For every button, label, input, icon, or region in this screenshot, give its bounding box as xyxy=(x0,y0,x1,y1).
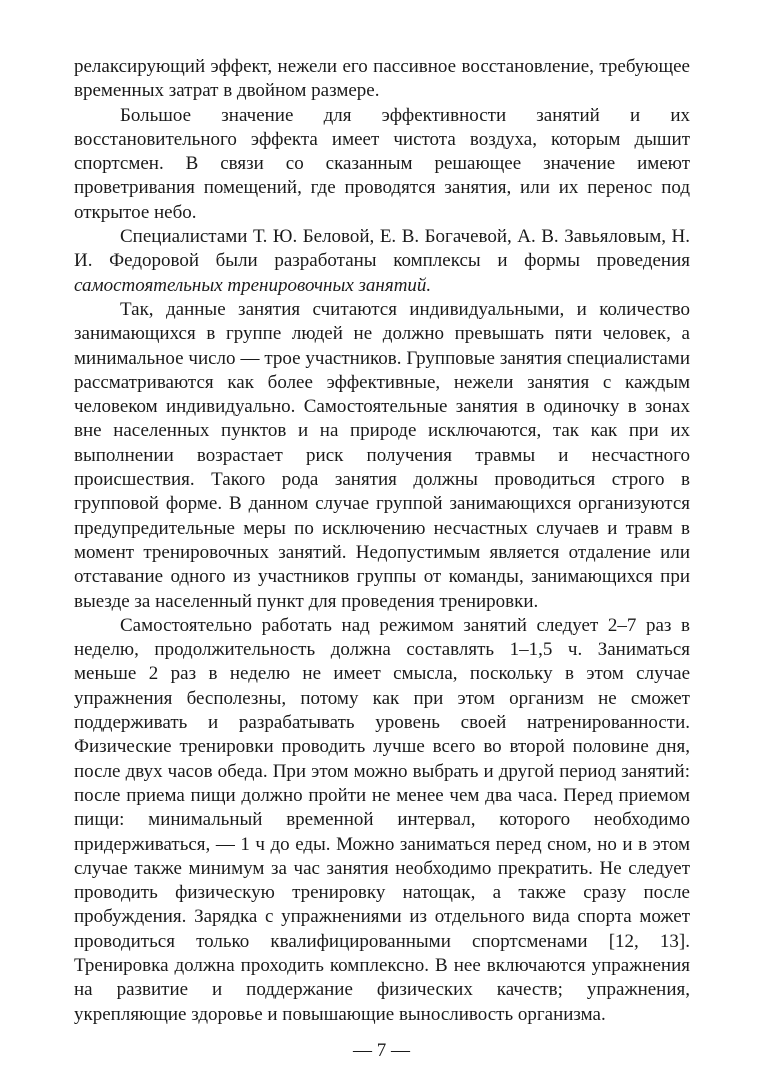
paragraph-5: Самостоятельно работать над режимом занятий следует 2–7 раз в неделю, продолжительность должна составлять 1–1,5 ч. Заниматься меньше 2 раз в неделю не имеет смысла, поскольку в этом случае упражнения бесполезны, потому как при этом организм не сможет поддерживать и разрабатывать уровень своей натренированности. Физические тренировки проводить лучше всего во второй половине дня, после двух часов обеда. При этом можно выбрать и другой период занятий: после приема пищи должно пройти не менее чем два часа. Перед приемом пищи: минимальный временной интервал, которого необходимо придерживаться, — 1 ч до еды. Можно заниматься перед сном, но и в этом случае также минимум за час занятия необходимо прекратить. Не следует проводить физическую тренировку натощак, а также сразу после пробуждения. Зарядка с упражнениями из отдельного вида спорта может проводиться только квалифицированными спортсменами [12, 13]. Тренировка должна проходить комплексно. В нее включаются упражнения на развитие и поддержание физических качеств; упражнения, укрепляющие здоровье и повышающие выносливость организма. xyxy=(74,614,690,1025)
paragraph-1: релаксирующий эффект, нежели его пассивное восстановление, требующее временных затрат в двойном размере. xyxy=(74,56,690,102)
page-number: — 7 — xyxy=(353,1040,410,1061)
paragraph-3-text: Специалистами Т. Ю. Беловой, Е. В. Богачевой, А. В. Завьяловым, Н. И. Федоровой были разработаны комплексы и формы проведения xyxy=(74,226,690,272)
document-page xyxy=(74,55,690,1027)
paragraph-3 xyxy=(74,225,690,298)
paragraph-4: Так, данные занятия считаются индивидуальными, и количество занимающихся в группе людей не должно превышать пяти человек, а минимальное число — трое участников. Групповые занятия специалистами рассматриваются как более эффективные, нежели занятия с каждым человеком индивидуально. Самостоятельные занятия в одиночку в зонах вне населенных пунктов и на природе исключаются, так как при их выполнении возрастает риск получения травмы и несчастного происшествия. Такого рода занятия должны проводиться строго в групповой форме. В данном случае группой занимающихся организуются предупредительные меры по исключению несчастных случаев и травм в момент тренировочных занятий. Недопустимым является отдаление или отставание одного из участников группы от команды, занимающихся при выезде за населенный пункт для проведения тренировки. xyxy=(74,298,690,612)
paragraph-2: Большое значение для эффективности занятий и их восстановительного эффекта имеет чистота воздуха, которым дышит спортсмен. В связи со сказанным решающее значение имеют проветривания помещений, где проводятся занятия, или их перенос под открытое небо. xyxy=(74,104,690,223)
paragraph-3-emphasis: самостоятельных тренировочных занятий. xyxy=(74,274,432,296)
